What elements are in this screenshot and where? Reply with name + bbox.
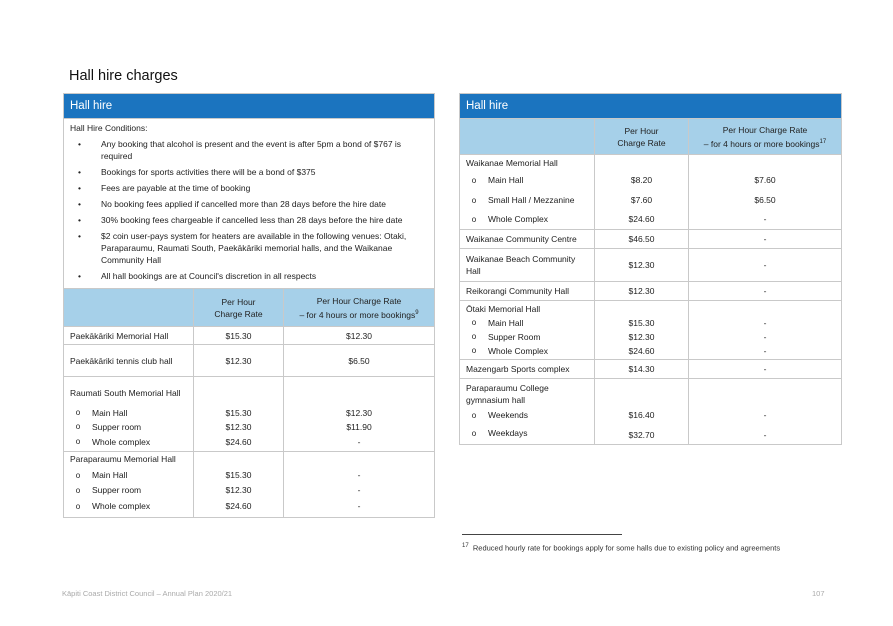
condition-item: • All hall bookings are at Council's discretion in all respects (78, 271, 317, 281)
table-row: Waikanae Beach Community Hall $12.30 - (460, 249, 842, 282)
table-row: Paekākāriki Memorial Hall $15.30 $12.30 (64, 327, 435, 345)
condition-item: • Bookings for sports activities there will be a bond of $375 (78, 167, 316, 177)
table-row: Waikanae Community Centre $46.50 - (460, 230, 842, 249)
table-header: Hall hire (64, 94, 435, 119)
conditions-title: Hall Hire Conditions: (70, 123, 148, 133)
page-number: 107 (812, 589, 825, 598)
footnote-separator (462, 534, 622, 535)
table-row: Paraparaumu Memorial Hall o Main Hall o Supper room o Whole complex $15.30 $12.30 $24.60 - - - (64, 452, 435, 518)
column-header-rate-4h: Per Hour Charge Rate – for 4 hours or more bookings$^{17}$ (689, 119, 842, 155)
footnote: $^{17}$ Reduced hourly rate for bookings apply for some halls due to existing policy and agreements (462, 543, 781, 553)
table-row: Paraparaumu College gymnasium hall o Weekends o Weekdays $16.40 $32.70 - - (460, 379, 842, 445)
column-header-rate: Per Hour Charge Rate (194, 289, 284, 327)
table-row: Paekākāriki tennis club hall $12.30 $6.50 (64, 345, 435, 377)
condition-item: • 30% booking fees chargeable if cancelled less than 28 days before the hire date (78, 215, 403, 225)
table-row: Mazengarb Sports complex $14.30 - (460, 360, 842, 379)
hire-conditions (64, 119, 435, 289)
table-row: Ōtaki Memorial Hall o Main Hall o Supper Room o Whole Complex $15.30 $12.30 $24.60 - - - (460, 301, 842, 360)
condition-item: • $2 coin user-pays system for heaters are available in the following venues: Otaki, Paraparaumu, Raumati South, Paekākāriki memorial halls, and the Waikanae Community Hall (78, 231, 407, 265)
left-hall-hire-table (63, 93, 435, 518)
condition-item: • Any booking that alcohol is present and the event is after 5pm a bond of $767 is required (78, 139, 402, 161)
column-header-name (460, 119, 595, 155)
condition-item: • Fees are payable at the time of booking (78, 183, 251, 193)
column-header-rate: Per Hour Charge Rate (595, 119, 689, 155)
column-header-name (64, 289, 194, 327)
table-row: Raumati South Memorial Hall o Main Hall o Supper room o Whole complex $15.30 $12.30 $24.60 $12.30 $11.90 - (64, 377, 435, 452)
right-hall-hire-table (459, 93, 842, 445)
footer-document-title: Kāpiti Coast District Council – Annual Plan 2020/21 (62, 589, 233, 598)
table-row: Reikorangi Community Hall $12.30 - (460, 282, 842, 301)
column-header-rate-4h: Per Hour Charge Rate – for 4 hours or more bookings$^9$ (284, 289, 435, 327)
page-title: Hall hire charges (69, 68, 178, 84)
condition-item: • No booking fees applied if cancelled more than 28 days before the hire date (78, 199, 386, 209)
table-row: Waikanae Memorial Hall o Main Hall o Small Hall / Mezzanine o Whole Complex $8.20 $7.60 $24.60 $7.60 $6.50 - (460, 155, 842, 230)
table-header: Hall hire (460, 94, 842, 119)
